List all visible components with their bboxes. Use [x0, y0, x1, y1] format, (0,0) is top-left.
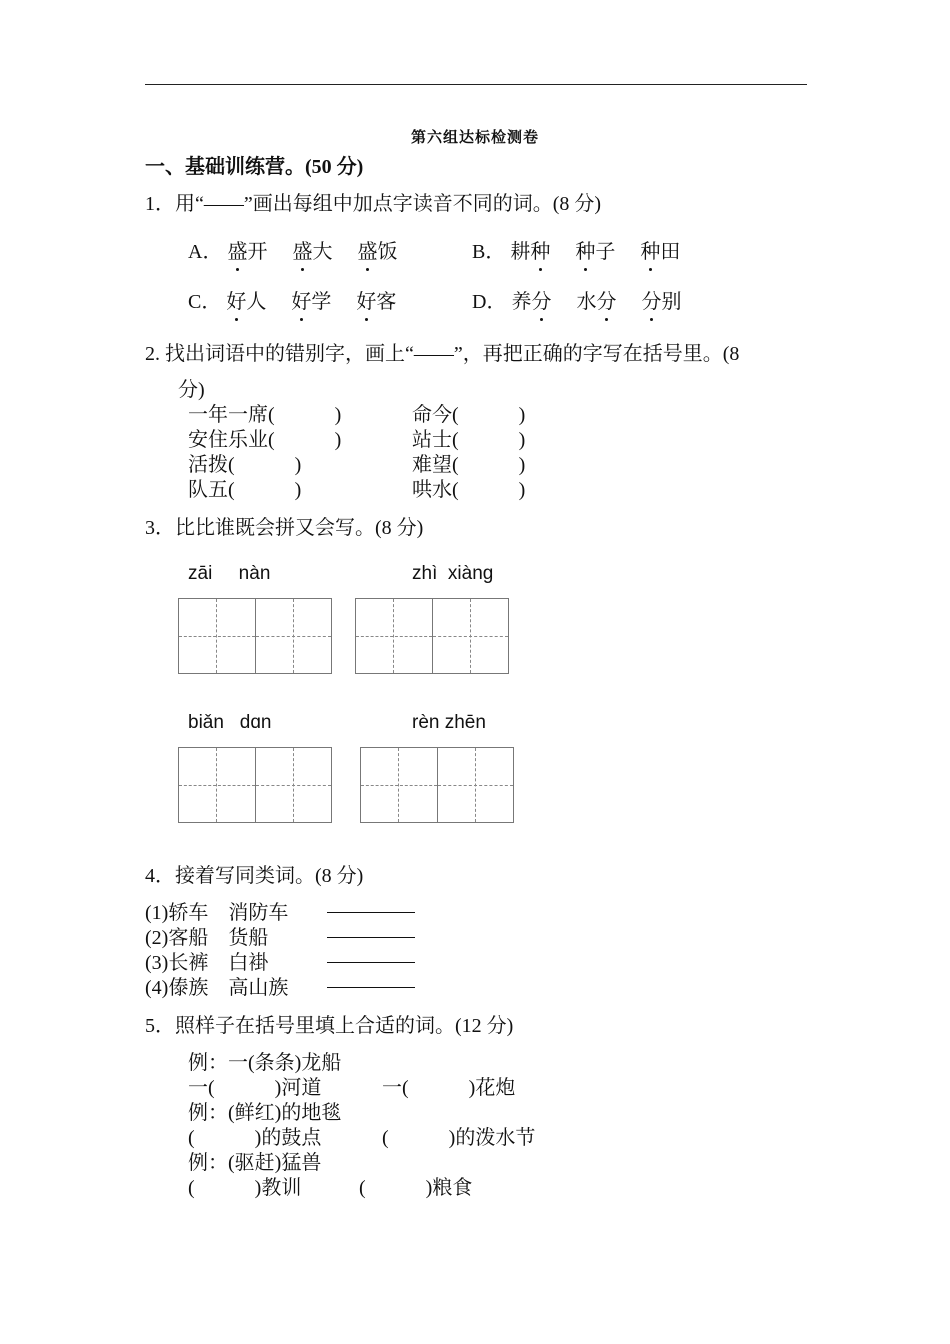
q4-row-label: (1)轿车 消防车: [145, 902, 289, 924]
q5-item: ( )粮食: [359, 1177, 473, 1199]
q5-example: 例：(驱赶)猛兽: [188, 1152, 322, 1174]
q5-item: 一( )花炮: [382, 1077, 516, 1099]
q2-item: 难望( ): [412, 454, 526, 476]
q1-word: 耕种: [510, 241, 550, 263]
q1-word: 种田: [640, 241, 680, 263]
q3-writing-grid[interactable]: [355, 598, 509, 674]
header-rule: [145, 84, 807, 85]
q5-example: 例：(鲜红)的地毯: [188, 1102, 342, 1124]
writing-cell[interactable]: [361, 748, 437, 822]
q2-item: 安住乐业( ): [188, 429, 342, 451]
q1-word: 好人: [226, 291, 266, 313]
q1-group-letter: B．: [472, 241, 506, 263]
q2-item: 一年一席( ): [188, 404, 342, 426]
q5-prompt: 5．照样子在括号里填上合适的词。(12 分): [145, 1015, 514, 1037]
writing-cell[interactable]: [432, 599, 508, 673]
q3-writing-grid[interactable]: [178, 747, 332, 823]
q2-prompt: 2. 找出词语中的错别字，画上“——”，再把正确的字写在括号里。(8: [145, 343, 740, 365]
q5-item: ( )教训: [188, 1177, 302, 1199]
q1-group-letter: D．: [472, 291, 507, 313]
q5-item: 一( )河道: [188, 1077, 322, 1099]
q1-word: 好客: [356, 291, 396, 313]
section-heading: 一、基础训练营。(50 分): [145, 156, 364, 178]
q1-word: 分别: [641, 291, 681, 313]
page-title: 第六组达标检测卷: [410, 130, 539, 146]
q2-item: 活拨( ): [188, 454, 302, 476]
q4-answer-blank[interactable]: [327, 921, 415, 943]
q4-prompt: 4．接着写同类词。(8 分): [145, 865, 364, 887]
writing-cell[interactable]: [437, 748, 513, 822]
q3-writing-grid[interactable]: [360, 747, 514, 823]
q1-word: 养分: [511, 291, 551, 313]
q1-group-letter: C．: [188, 291, 222, 313]
q4-answer-blank[interactable]: [327, 971, 415, 993]
q4-row-label: (4)傣族 高山族: [145, 977, 289, 999]
q1-group-d: [472, 285, 681, 314]
q5-example: 例：一(条条)龙船: [188, 1052, 342, 1074]
q2-item: 站士( ): [412, 429, 526, 451]
writing-cell[interactable]: [255, 748, 331, 822]
q4-answer-blank[interactable]: [327, 946, 415, 968]
q5-item: ( )的鼓点: [188, 1127, 322, 1149]
q3-pinyin: biǎn dɑn: [188, 712, 272, 733]
q2-item: 命今( ): [412, 404, 526, 426]
q3-pinyin: zāi nàn: [188, 563, 271, 584]
q4-row-label: (3)长裤 白褂: [145, 952, 269, 974]
q4-row-label: (2)客船 货船: [145, 927, 269, 949]
q1-word: 盛开: [227, 241, 267, 263]
q3-pinyin: zhì xiàng: [412, 563, 494, 584]
writing-cell[interactable]: [179, 748, 255, 822]
q1-group-a: [188, 235, 397, 264]
q1-word: 种子: [575, 241, 615, 263]
q1-prompt: 1．用“——”画出每组中加点字读音不同的词。(8 分): [145, 193, 602, 215]
writing-cell[interactable]: [255, 599, 331, 673]
q3-writing-grid[interactable]: [178, 598, 332, 674]
q2-prompt-continued: 分): [178, 379, 205, 401]
q5-item: ( )的泼水节: [382, 1127, 536, 1149]
q2-item: 哄水( ): [412, 479, 526, 501]
q1-word: 盛大: [292, 241, 332, 263]
q2-item: 队五( ): [188, 479, 302, 501]
q1-group-b: [472, 235, 680, 264]
q1-word: 水分: [576, 291, 616, 313]
q3-prompt: 3．比比谁既会拼又会写。(8 分): [145, 517, 424, 539]
q4-answer-blank[interactable]: [327, 896, 415, 918]
q1-group-c: [188, 285, 396, 314]
q3-pinyin: rèn zhēn: [412, 712, 486, 733]
q1-word: 好学: [291, 291, 331, 313]
q1-group-letter: A．: [188, 241, 223, 263]
q1-word: 盛饭: [357, 241, 397, 263]
writing-cell[interactable]: [179, 599, 255, 673]
writing-cell[interactable]: [356, 599, 432, 673]
q4-row: [145, 971, 288, 1000]
